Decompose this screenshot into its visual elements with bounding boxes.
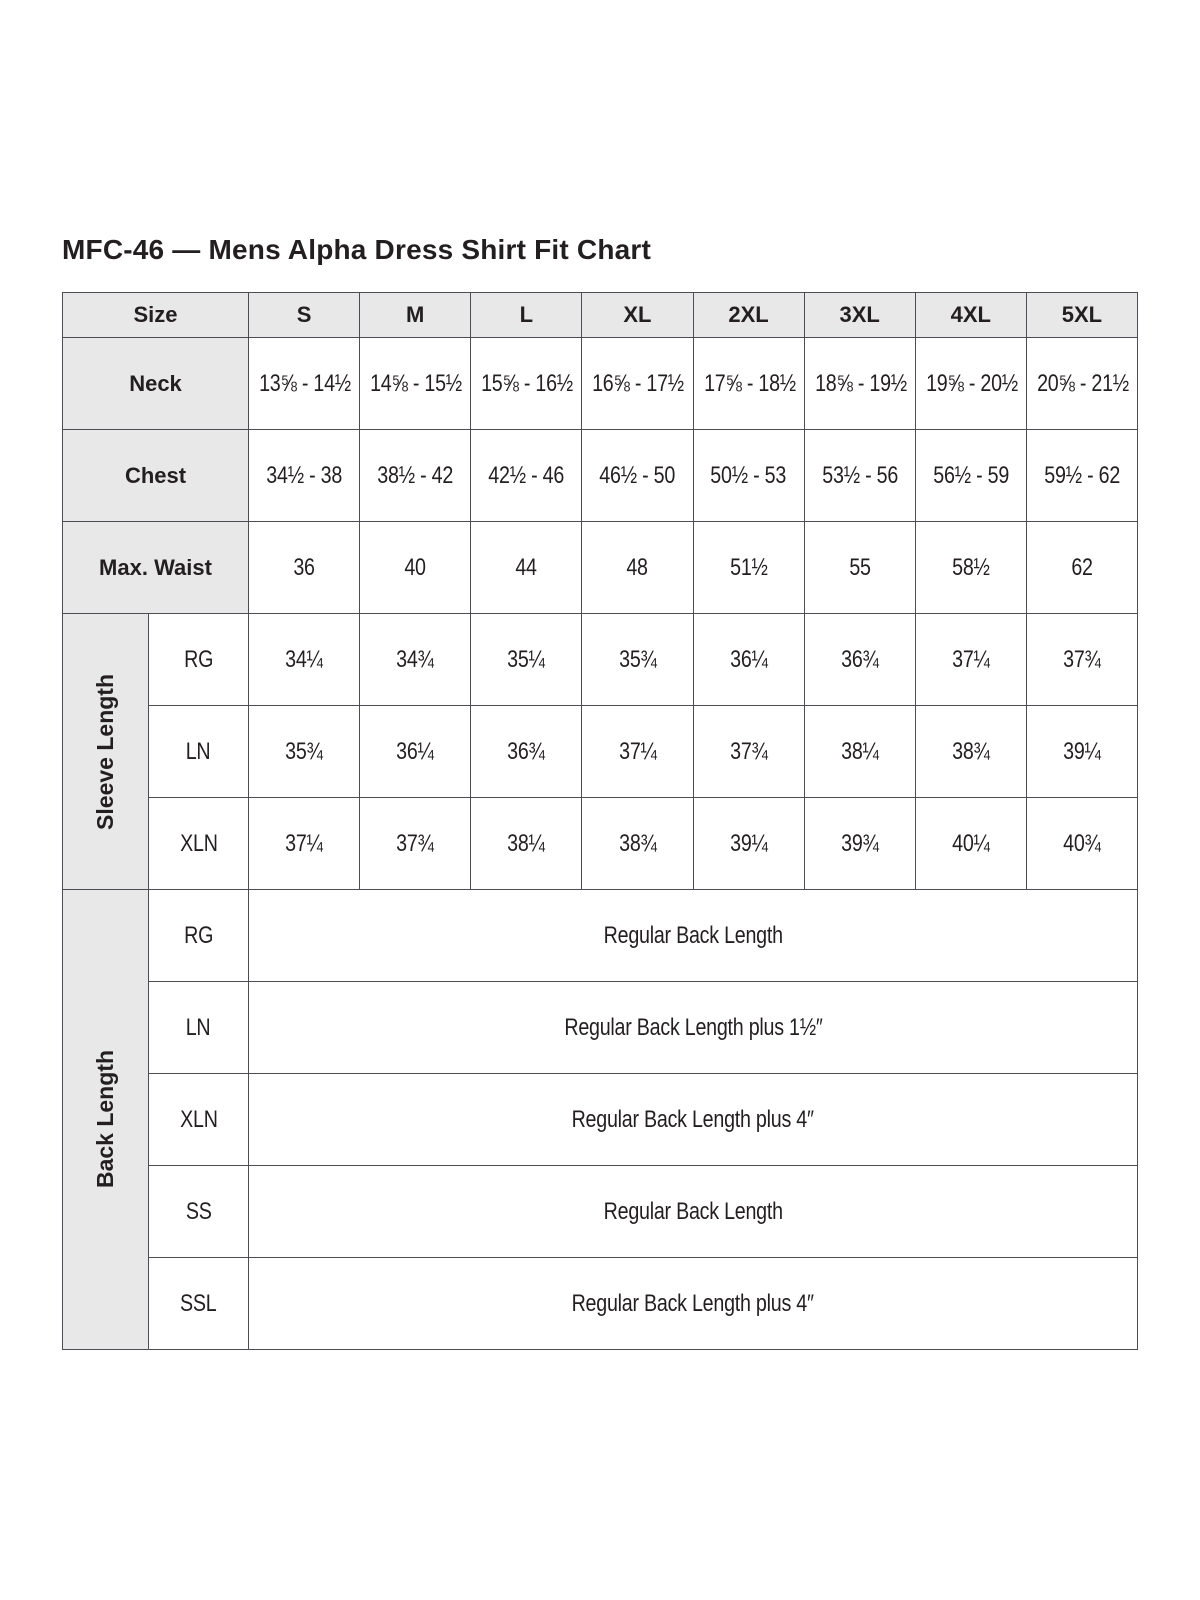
cell-text: 36¾ bbox=[840, 645, 879, 673]
size-header-3xl: 3XL bbox=[804, 293, 915, 338]
cell-text: 46½ - 50 bbox=[599, 461, 676, 489]
sleeve-xln-value bbox=[915, 798, 1026, 890]
sleeve-ln-value bbox=[1026, 706, 1137, 798]
back-ln-label bbox=[149, 982, 249, 1074]
cell-text: Regular Back Length bbox=[603, 921, 783, 949]
corner-size-label: Size bbox=[63, 293, 249, 338]
cell-text: 34¾ bbox=[396, 645, 434, 673]
cell-text: 58½ bbox=[952, 553, 990, 581]
chest-value bbox=[1026, 430, 1137, 522]
max-waist-value bbox=[582, 522, 693, 614]
sleeve-rg-value bbox=[804, 614, 915, 706]
neck-value bbox=[360, 338, 471, 430]
sleeve-length-section-label-cell bbox=[63, 614, 149, 890]
sleeve-rg-label bbox=[149, 614, 249, 706]
cell-text: 38¼ bbox=[840, 737, 879, 765]
back-rg-value bbox=[249, 890, 1138, 982]
max-waist-value bbox=[249, 522, 360, 614]
back-length-section-label-cell bbox=[63, 890, 149, 1350]
cell-text: 36¾ bbox=[507, 737, 546, 765]
cell-text: LN bbox=[186, 737, 211, 765]
neck-value bbox=[582, 338, 693, 430]
sleeve-ln-value bbox=[693, 706, 804, 798]
chest-value bbox=[915, 430, 1026, 522]
cell-text: 39¼ bbox=[1063, 737, 1101, 765]
sleeve-rg-value bbox=[915, 614, 1026, 706]
cell-text: 36¼ bbox=[396, 737, 434, 765]
sleeve-ln-value bbox=[471, 706, 582, 798]
size-header-2xl: 2XL bbox=[693, 293, 804, 338]
sleeve-rg-value bbox=[582, 614, 693, 706]
cell-text: XLN bbox=[179, 829, 218, 857]
neck-label: Neck bbox=[63, 338, 249, 430]
back-length-section-label: Back Length bbox=[92, 1050, 118, 1189]
size-header-m: M bbox=[360, 293, 471, 338]
cell-text: 40¾ bbox=[1063, 829, 1101, 857]
cell-text: SSL bbox=[180, 1289, 217, 1317]
sleeve-ln-label bbox=[149, 706, 249, 798]
cell-text: 38¾ bbox=[618, 829, 657, 857]
sleeve-xln-value bbox=[360, 798, 471, 890]
cell-text: 37¾ bbox=[729, 737, 768, 765]
size-header-s: S bbox=[249, 293, 360, 338]
max-waist-value bbox=[471, 522, 582, 614]
max-waist-value bbox=[804, 522, 915, 614]
cell-text: 38¾ bbox=[952, 737, 990, 765]
back-xln-value bbox=[249, 1074, 1138, 1166]
max-waist-row bbox=[63, 522, 1138, 614]
cell-text: 35¾ bbox=[618, 645, 657, 673]
sleeve-rg-value bbox=[1026, 614, 1137, 706]
cell-text: 16⅝ - 17½ bbox=[592, 369, 685, 397]
cell-text: 18⅝ - 19½ bbox=[814, 369, 907, 397]
neck-row bbox=[63, 338, 1138, 430]
cell-text: XLN bbox=[179, 1105, 218, 1133]
neck-value bbox=[693, 338, 804, 430]
sleeve-xln-value bbox=[249, 798, 360, 890]
cell-text: 39¼ bbox=[729, 829, 768, 857]
back-rg-label bbox=[149, 890, 249, 982]
back-ss-label bbox=[149, 1166, 249, 1258]
cell-text: 17⅝ - 18½ bbox=[703, 369, 796, 397]
max-waist-value bbox=[693, 522, 804, 614]
cell-text: 50½ - 53 bbox=[710, 461, 787, 489]
max-waist-value bbox=[1026, 522, 1137, 614]
cell-text: 37¾ bbox=[1063, 645, 1101, 673]
chest-label: Chest bbox=[63, 430, 249, 522]
back-ssl-row bbox=[63, 1258, 1138, 1350]
sleeve-ln-value bbox=[360, 706, 471, 798]
cell-text: SS bbox=[185, 1197, 212, 1225]
sleeve-xln-value bbox=[1026, 798, 1137, 890]
cell-text: 38½ - 42 bbox=[377, 461, 454, 489]
cell-text: 53½ - 56 bbox=[821, 461, 898, 489]
cell-text: 13⅝ - 14½ bbox=[259, 369, 351, 397]
cell-text: Regular Back Length plus 4″ bbox=[571, 1105, 815, 1133]
cell-text: 39¾ bbox=[840, 829, 879, 857]
back-rg-row bbox=[63, 890, 1138, 982]
back-ln-value bbox=[249, 982, 1138, 1074]
size-header-xl: XL bbox=[582, 293, 693, 338]
chest-value bbox=[804, 430, 915, 522]
neck-value bbox=[249, 338, 360, 430]
cell-text: 59½ - 62 bbox=[1044, 461, 1120, 489]
chest-value bbox=[582, 430, 693, 522]
sleeve-rg-value bbox=[471, 614, 582, 706]
size-header-4xl: 4XL bbox=[915, 293, 1026, 338]
sleeve-rg-value bbox=[693, 614, 804, 706]
cell-text: 34½ - 38 bbox=[266, 461, 342, 489]
cell-text: 42½ - 46 bbox=[488, 461, 565, 489]
sleeve-rg-value bbox=[360, 614, 471, 706]
cell-text: 56½ - 59 bbox=[932, 461, 1009, 489]
cell-text: 37¼ bbox=[285, 829, 323, 857]
cell-text: 36¼ bbox=[729, 645, 768, 673]
chest-value bbox=[360, 430, 471, 522]
sleeve-ln-value bbox=[249, 706, 360, 798]
cell-text: 35¼ bbox=[507, 645, 546, 673]
sleeve-xln-label bbox=[149, 798, 249, 890]
back-xln-label bbox=[149, 1074, 249, 1166]
header-row bbox=[63, 293, 1138, 338]
cell-text: 37¼ bbox=[952, 645, 990, 673]
size-header-l: L bbox=[471, 293, 582, 338]
cell-text: 37¼ bbox=[618, 737, 657, 765]
chest-value bbox=[693, 430, 804, 522]
cell-text: 55 bbox=[848, 553, 871, 581]
cell-text: 37¾ bbox=[396, 829, 434, 857]
cell-text: 20⅝ - 21½ bbox=[1036, 369, 1129, 397]
back-ss-value bbox=[249, 1166, 1138, 1258]
chart-title: MFC-46 — Mens Alpha Dress Shirt Fit Chart bbox=[62, 234, 652, 265]
sleeve-xln-value bbox=[804, 798, 915, 890]
neck-value bbox=[471, 338, 582, 430]
sleeve-xln-value bbox=[582, 798, 693, 890]
sleeve-length-section-label: Sleeve Length bbox=[92, 673, 118, 830]
chest-value bbox=[249, 430, 360, 522]
sleeve-xln-value bbox=[471, 798, 582, 890]
sleeve-ln-value bbox=[804, 706, 915, 798]
cell-text: RG bbox=[183, 645, 214, 673]
back-ssl-label bbox=[149, 1258, 249, 1350]
cell-text: 19⅝ - 20½ bbox=[925, 369, 1018, 397]
cell-text: Regular Back Length plus 1½″ bbox=[563, 1013, 823, 1041]
max-waist-value bbox=[360, 522, 471, 614]
cell-text: LN bbox=[186, 1013, 211, 1041]
cell-text: 40¼ bbox=[952, 829, 990, 857]
cell-text: RG bbox=[183, 921, 214, 949]
back-xln-row bbox=[63, 1074, 1138, 1166]
back-ss-row bbox=[63, 1166, 1138, 1258]
fit-chart-table bbox=[62, 292, 1138, 1350]
back-ssl-value bbox=[249, 1258, 1138, 1350]
size-header-5xl: 5XL bbox=[1026, 293, 1137, 338]
cell-text: 36 bbox=[293, 553, 315, 581]
sleeve-ln-value bbox=[582, 706, 693, 798]
back-ln-row bbox=[63, 982, 1138, 1074]
cell-text: 14⅝ - 15½ bbox=[370, 369, 463, 397]
chest-row bbox=[63, 430, 1138, 522]
cell-text: 40 bbox=[404, 553, 426, 581]
cell-text: Regular Back Length plus 4″ bbox=[571, 1289, 815, 1317]
sleeve-ln-value bbox=[915, 706, 1026, 798]
sleeve-ln-row bbox=[63, 706, 1138, 798]
sleeve-rg-row bbox=[63, 614, 1138, 706]
cell-text: 51½ bbox=[729, 553, 768, 581]
sleeve-xln-row bbox=[63, 798, 1138, 890]
max-waist-value bbox=[915, 522, 1026, 614]
sleeve-rg-value bbox=[249, 614, 360, 706]
cell-text: 35¾ bbox=[285, 737, 323, 765]
cell-text: 48 bbox=[626, 553, 649, 581]
neck-value bbox=[915, 338, 1026, 430]
cell-text: 15⅝ - 16½ bbox=[481, 369, 574, 397]
neck-value bbox=[1026, 338, 1137, 430]
max-waist-label: Max. Waist bbox=[63, 522, 249, 614]
cell-text: Regular Back Length bbox=[603, 1197, 783, 1225]
cell-text: 38¼ bbox=[507, 829, 546, 857]
chest-value bbox=[471, 430, 582, 522]
cell-text: 44 bbox=[515, 553, 538, 581]
cell-text: 62 bbox=[1071, 553, 1093, 581]
neck-value bbox=[804, 338, 915, 430]
sleeve-xln-value bbox=[693, 798, 804, 890]
cell-text: 34¼ bbox=[285, 645, 323, 673]
